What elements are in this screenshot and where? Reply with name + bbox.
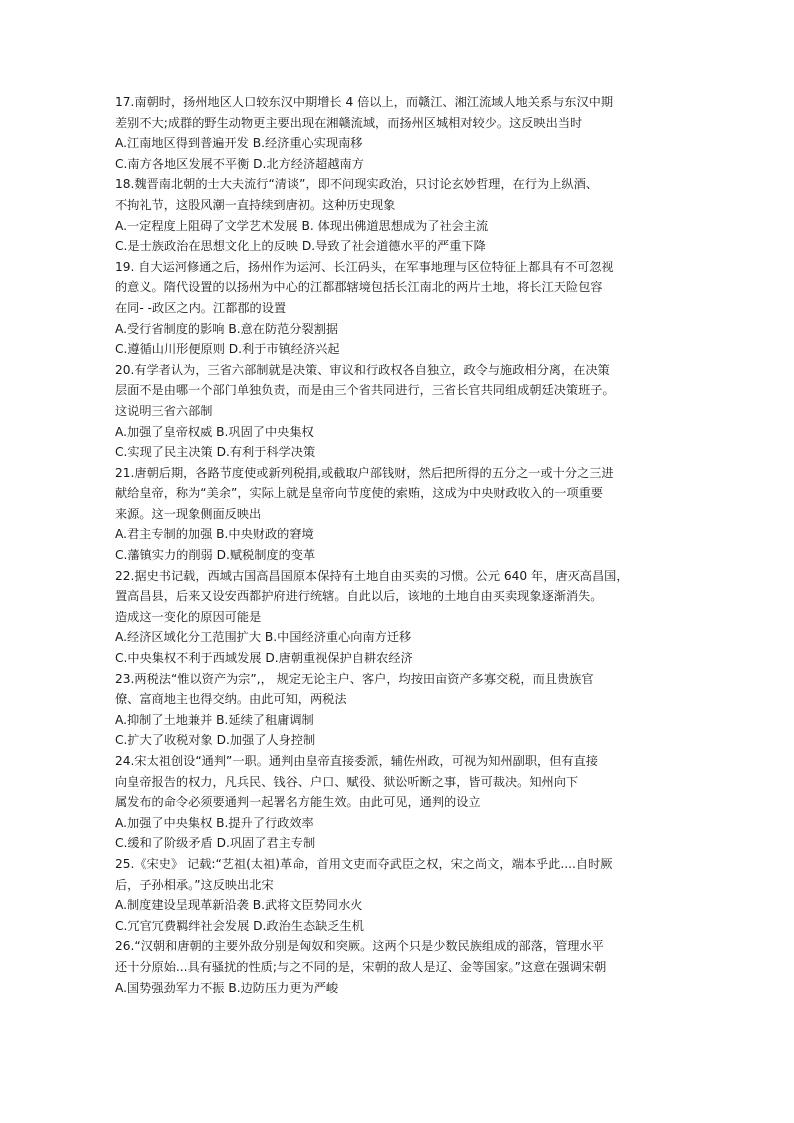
text-line: C.中央集权不利于西域发展 D.唐朝重视保护自耕农经济 (115, 651, 413, 666)
text-line: 的意义。隋代设置的以扬州为中心的江都郡辖境包括长江南北的两片土地，将长江天险包容 (115, 280, 603, 295)
text-line: 26.“汉朝和唐朝的主要外敌分别是匈奴和突厥。这两个只是少数民族组成的部落，管理水平 (115, 939, 604, 954)
text-line: 造成这一变化的原因可能是 (115, 609, 262, 624)
text-line: C.缓和了阶级矛盾 D.巩固了君主专制 (115, 836, 316, 851)
text-line: C.是士族政治在思想文化上的反映 D.导致了社会道德水平的严重下降 (115, 239, 486, 254)
text-line: 18.魏晋南北朝的士大夫流行“清谈”，即不问现实政治，只讨论玄妙哲理，在行为上纵酒、 (115, 177, 598, 192)
text-line: A.江南地区得到普遍开发 B.经济重心实现南移 (115, 136, 363, 151)
text-line: 25.《宋史》 记载:“艺祖(太祖)革命，首用文吏而夺武臣之权，宋之尚文，端本乎此....自时厥 (115, 856, 613, 871)
text-line: 23.两税法“惟以资产为宗”,， 规定无论主户、客户，均按田亩资产多寡交税，而且贵族官 (115, 671, 594, 686)
text-line: A.加强了皇帝权威 B.巩固了中央集权 (115, 424, 314, 439)
question-text-block (115, 92, 695, 998)
text-line: C.藩镇实力的削弱 D.赋税制度的变革 (115, 548, 316, 563)
text-line: 不拘礼节，这股风潮一直持续到唐初。这种历史现象 (115, 197, 396, 212)
text-line: 来源。这一现象侧面反映出 (115, 506, 262, 521)
text-line: 21.唐朝后期，各路节度使或新列税捐,或截取户部钱财，然后把所得的五分之一或十分之三进 (115, 465, 614, 480)
text-line: 在同- -政区之内。江都郡的设置 (115, 300, 287, 315)
text-line: A.国势强劲军力不振 B.边防压力更为严峻 (115, 980, 339, 995)
text-line: 19. 自大运河修通之后，扬州作为运河、长江码头，在军事地理与区位特征上都具有不可忽视 (115, 259, 614, 274)
text-line: 24.宋太祖创设“通判”一职。通判由皇帝直接委派，辅佐州政，可视为知州副职，但有直接 (115, 754, 598, 768)
text-line: A.抑制了土地兼并 B.延续了租庸调制 (115, 712, 314, 727)
text-line: C.南方各地区发展不平衡 D.北方经济超越南方 (115, 156, 364, 171)
text-line: C.冗官冗费羁绊社会发展 D.政治生态缺乏生机 (115, 918, 364, 933)
text-line: 22.据史书记载，西域古国高昌国原本保持有土地自由买卖的习惯。公元 640 年，唐灭高昌国， (115, 568, 629, 583)
text-line: 献给皇帝，称为“美余”，实际上就是皇帝向节度使的索贿，这成为中央财政收入的一项重要 (115, 486, 603, 501)
text-line: A.一定程度上阻碍了文学艺术发展 B. 体现出佛道思想成为了社会主流 (115, 218, 489, 233)
text-line: 还十分原始...具有骚扰的性质;与之不同的是，宋朝的敌人是辽、金等国家。”这意在强调宋朝 (115, 959, 607, 974)
text-line: 差别不大;成群的野生动物更主要出现在湘赣流域，而扬州区城相对较少。这反映出当时 (115, 115, 583, 130)
text-line: A.经济区域化分工范围扩大 B.中国经济重心向南方迁移 (115, 630, 412, 645)
text-line: 后，子孙相承。”这反映出北宋 (115, 877, 274, 892)
text-line: C.扩大了收税对象 D.加强了人身控制 (115, 733, 316, 748)
text-line: A.加强了中央集权 B.提升了行政效率 (115, 815, 314, 830)
text-line: C.实现了民主决策 D.有利于科学决策 (115, 445, 316, 460)
text-line: 置高昌县，后来又设安西都护府进行统辖。自此以后，该地的土地自由买卖现象逐渐消失。 (115, 589, 603, 604)
text-line: A.制度建设呈现革新沿袭 B.武将文臣势同水火 (115, 898, 363, 913)
text-line: 向皇帝报告的权力，凡兵民、钱谷、户口、赋役、狱讼听断之事，皆可裁决。知州向下 (115, 774, 579, 789)
text-line: A.君主专制的加强 B.中央财政的窘境 (115, 527, 314, 542)
text-line: A.受行省制度的影响 B.意在防范分裂割据 (115, 321, 339, 336)
text-line: 17.南朝时，扬州地区人口较东汉中期增长 4 倍以上，而赣江、湘江流域人地关系与东汉中期 (115, 95, 614, 109)
text-line: 20.有学者认为，三省六部制就是决策、审议和行政权各自独立，政令与施政相分离，在决策 (115, 362, 610, 377)
text-line: 僚、富商地主也得交纳。由此可知，两税法 (115, 692, 347, 707)
text-line: C.遵循山川形便原则 D.利于市镇经济兴起 (115, 342, 340, 357)
text-line: 层面不是由哪一个部门单独负责，而是由三个省共同进行，三省长官共同组成朝廷决策班子。 (115, 383, 615, 398)
text-line: 属发布的命令必须要通判一起署名方能生效。由此可见，通判的设立 (115, 795, 481, 810)
text-line: 这说明三省六部制 (115, 403, 213, 418)
